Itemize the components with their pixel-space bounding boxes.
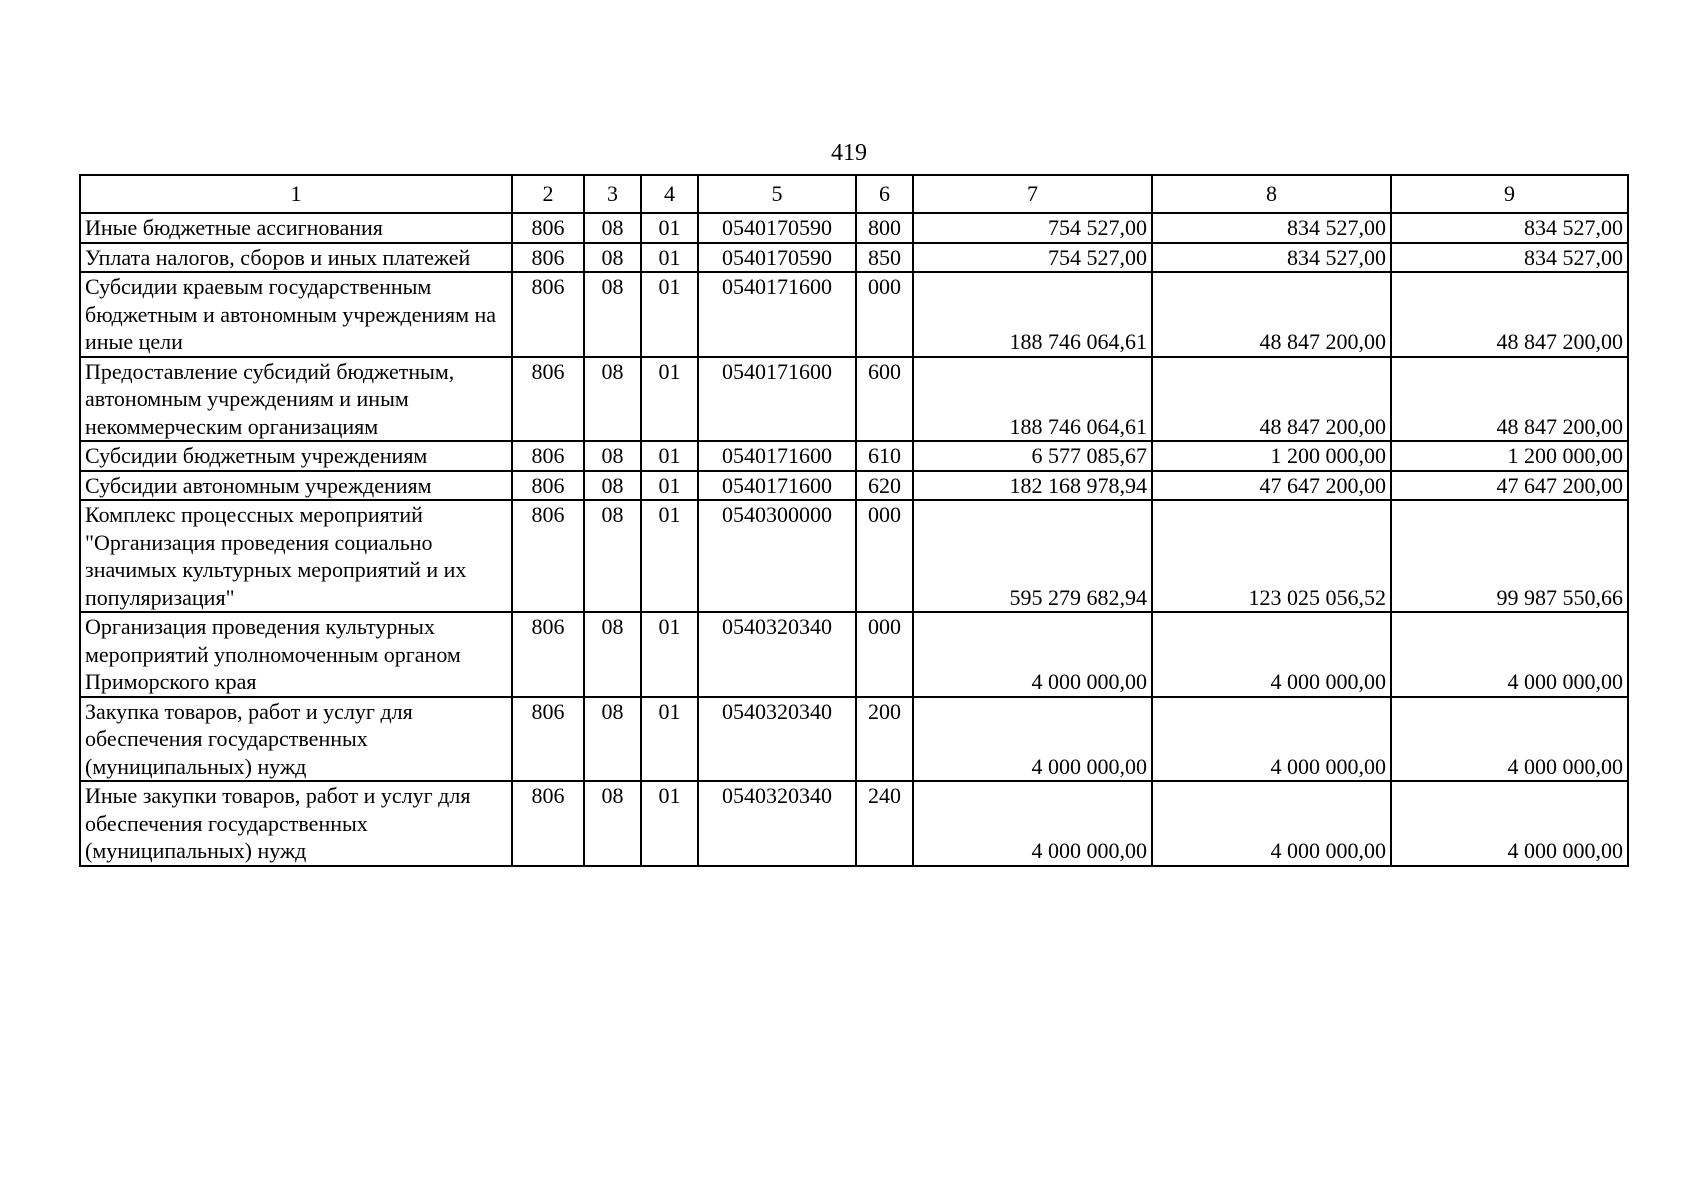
row-code-5: 0540170590 bbox=[698, 213, 856, 243]
row-amount-9: 4 000 000,00 bbox=[1391, 612, 1628, 697]
row-code-4: 01 bbox=[641, 612, 698, 697]
row-amount-8: 47 647 200,00 bbox=[1152, 471, 1391, 501]
column-header: 7 bbox=[913, 175, 1152, 213]
column-header: 9 bbox=[1391, 175, 1628, 213]
row-code-4: 01 bbox=[641, 471, 698, 501]
row-amount-9: 48 847 200,00 bbox=[1391, 357, 1628, 442]
row-code-6: 610 bbox=[856, 441, 913, 471]
row-amount-7: 4 000 000,00 bbox=[913, 612, 1152, 697]
row-code-4: 01 bbox=[641, 697, 698, 782]
table-row bbox=[80, 272, 1628, 357]
row-name: Субсидии краевым государственным бюджетным и автономным учреждениям на иные цели bbox=[80, 272, 512, 357]
row-amount-9: 99 987 550,66 bbox=[1391, 500, 1628, 612]
row-code-4: 01 bbox=[641, 441, 698, 471]
row-name: Предоставление субсидий бюджетным, автономным учреждениям и иным некоммерческим организациям bbox=[80, 357, 512, 442]
table-row bbox=[80, 213, 1628, 243]
table-row bbox=[80, 357, 1628, 442]
row-code-5: 0540320340 bbox=[698, 781, 856, 866]
row-code-5: 0540170590 bbox=[698, 243, 856, 273]
row-amount-8: 48 847 200,00 bbox=[1152, 272, 1391, 357]
row-amount-7: 754 527,00 bbox=[913, 213, 1152, 243]
row-code-6: 600 bbox=[856, 357, 913, 442]
row-code-3: 08 bbox=[584, 500, 641, 612]
column-header: 4 bbox=[641, 175, 698, 213]
budget-table bbox=[79, 174, 1629, 867]
row-code-4: 01 bbox=[641, 243, 698, 273]
row-code-2: 806 bbox=[512, 697, 584, 782]
row-amount-7: 6 577 085,67 bbox=[913, 441, 1152, 471]
row-amount-8: 4 000 000,00 bbox=[1152, 612, 1391, 697]
row-code-3: 08 bbox=[584, 272, 641, 357]
row-code-5: 0540320340 bbox=[698, 612, 856, 697]
row-amount-7: 754 527,00 bbox=[913, 243, 1152, 273]
row-code-3: 08 bbox=[584, 213, 641, 243]
row-amount-8: 4 000 000,00 bbox=[1152, 781, 1391, 866]
row-code-6: 620 bbox=[856, 471, 913, 501]
row-amount-7: 4 000 000,00 bbox=[913, 781, 1152, 866]
row-amount-8: 4 000 000,00 bbox=[1152, 697, 1391, 782]
column-header: 5 bbox=[698, 175, 856, 213]
row-amount-8: 834 527,00 bbox=[1152, 243, 1391, 273]
row-code-2: 806 bbox=[512, 441, 584, 471]
row-amount-7: 182 168 978,94 bbox=[913, 471, 1152, 501]
row-code-3: 08 bbox=[584, 612, 641, 697]
row-name: Организация проведения культурных мероприятий уполномоченным органом Приморского края bbox=[80, 612, 512, 697]
table-row bbox=[80, 471, 1628, 501]
row-code-5: 0540300000 bbox=[698, 500, 856, 612]
row-code-5: 0540171600 bbox=[698, 441, 856, 471]
column-header: 3 bbox=[584, 175, 641, 213]
row-code-4: 01 bbox=[641, 357, 698, 442]
column-header: 8 bbox=[1152, 175, 1391, 213]
row-amount-7: 188 746 064,61 bbox=[913, 272, 1152, 357]
row-amount-7: 595 279 682,94 bbox=[913, 500, 1152, 612]
row-code-3: 08 bbox=[584, 441, 641, 471]
row-amount-8: 48 847 200,00 bbox=[1152, 357, 1391, 442]
row-code-3: 08 bbox=[584, 357, 641, 442]
row-code-2: 806 bbox=[512, 357, 584, 442]
row-code-2: 806 bbox=[512, 471, 584, 501]
row-amount-9: 1 200 000,00 bbox=[1391, 441, 1628, 471]
table-row bbox=[80, 441, 1628, 471]
row-name: Субсидии автономным учреждениям bbox=[80, 471, 512, 501]
row-code-2: 806 bbox=[512, 243, 584, 273]
row-code-5: 0540171600 bbox=[698, 357, 856, 442]
row-amount-7: 188 746 064,61 bbox=[913, 357, 1152, 442]
row-amount-8: 834 527,00 bbox=[1152, 213, 1391, 243]
row-amount-8: 123 025 056,52 bbox=[1152, 500, 1391, 612]
table-row bbox=[80, 697, 1628, 782]
row-code-4: 01 bbox=[641, 272, 698, 357]
row-name: Иные закупки товаров, работ и услуг для обеспечения государственных (муниципальных) нужд bbox=[80, 781, 512, 866]
row-name: Закупка товаров, работ и услуг для обеспечения государственных (муниципальных) нужд bbox=[80, 697, 512, 782]
row-code-3: 08 bbox=[584, 697, 641, 782]
row-amount-8: 1 200 000,00 bbox=[1152, 441, 1391, 471]
row-code-2: 806 bbox=[512, 213, 584, 243]
table-header-row bbox=[80, 175, 1628, 213]
page-number: 419 bbox=[831, 140, 867, 166]
row-code-5: 0540171600 bbox=[698, 471, 856, 501]
row-amount-9: 4 000 000,00 bbox=[1391, 697, 1628, 782]
row-code-6: 800 bbox=[856, 213, 913, 243]
row-code-5: 0540171600 bbox=[698, 272, 856, 357]
row-amount-9: 47 647 200,00 bbox=[1391, 471, 1628, 501]
row-code-6: 000 bbox=[856, 272, 913, 357]
row-code-6: 850 bbox=[856, 243, 913, 273]
column-header: 2 bbox=[512, 175, 584, 213]
row-code-2: 806 bbox=[512, 500, 584, 612]
row-code-3: 08 bbox=[584, 243, 641, 273]
table-row bbox=[80, 500, 1628, 612]
row-amount-9: 834 527,00 bbox=[1391, 243, 1628, 273]
row-code-6: 000 bbox=[856, 500, 913, 612]
row-code-2: 806 bbox=[512, 272, 584, 357]
table-row bbox=[80, 781, 1628, 866]
row-code-3: 08 bbox=[584, 781, 641, 866]
table-row bbox=[80, 612, 1628, 697]
row-code-3: 08 bbox=[584, 471, 641, 501]
row-name: Иные бюджетные ассигнования bbox=[80, 213, 512, 243]
row-code-4: 01 bbox=[641, 213, 698, 243]
row-amount-9: 48 847 200,00 bbox=[1391, 272, 1628, 357]
row-code-6: 000 bbox=[856, 612, 913, 697]
row-code-6: 200 bbox=[856, 697, 913, 782]
row-name: Уплата налогов, сборов и иных платежей bbox=[80, 243, 512, 273]
row-amount-9: 4 000 000,00 bbox=[1391, 781, 1628, 866]
row-name: Комплекс процессных мероприятий "Организация проведения социально значимых культурных мероприятий и их популяризация" bbox=[80, 500, 512, 612]
row-code-4: 01 bbox=[641, 500, 698, 612]
table-row bbox=[80, 243, 1628, 273]
row-name: Субсидии бюджетным учреждениям bbox=[80, 441, 512, 471]
row-amount-9: 834 527,00 bbox=[1391, 213, 1628, 243]
row-code-5: 0540320340 bbox=[698, 697, 856, 782]
row-code-6: 240 bbox=[856, 781, 913, 866]
row-code-4: 01 bbox=[641, 781, 698, 866]
row-amount-7: 4 000 000,00 bbox=[913, 697, 1152, 782]
row-code-2: 806 bbox=[512, 612, 584, 697]
column-header: 6 bbox=[856, 175, 913, 213]
row-code-2: 806 bbox=[512, 781, 584, 866]
column-header: 1 bbox=[80, 175, 512, 213]
